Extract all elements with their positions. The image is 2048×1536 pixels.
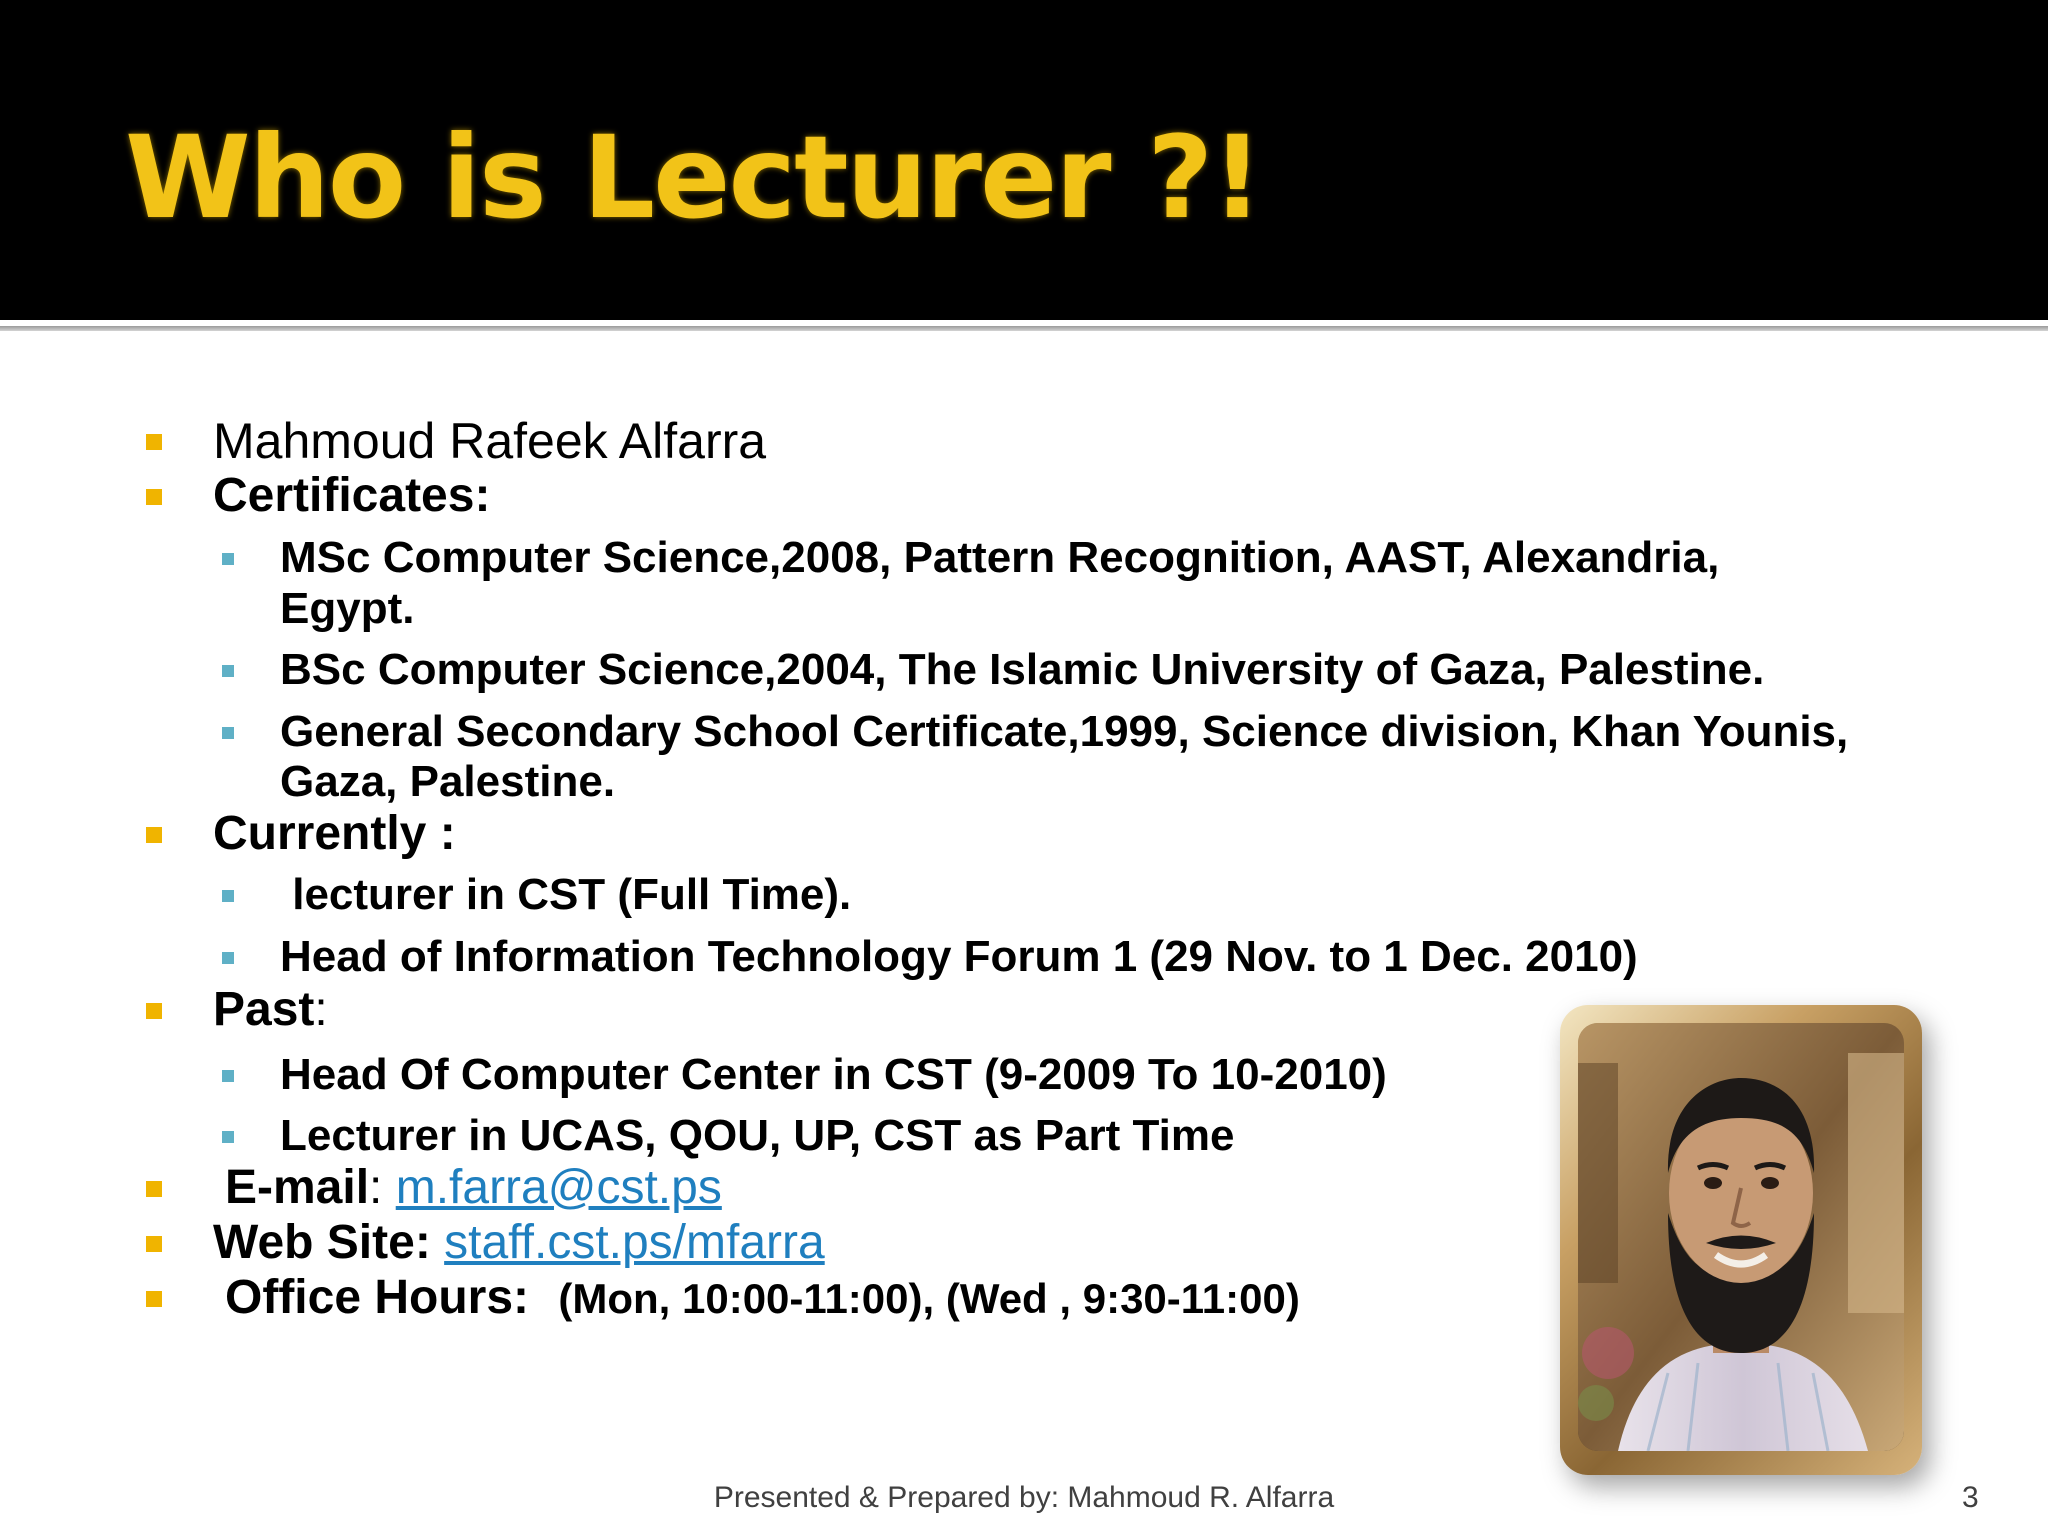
email-line xyxy=(225,1160,722,1216)
email-link[interactable]: m.farra@cst.ps xyxy=(395,1161,722,1214)
past-item-part-time: Lecturer in UCAS, QOU, UP, CST as Part Time xyxy=(280,1111,1235,1160)
sub-bullet-square-icon xyxy=(222,952,234,964)
bullet-square-icon xyxy=(146,1236,162,1252)
certificates-label: Certificates: xyxy=(213,469,491,522)
certificate-item-msc: MSc Computer Science,2008, Pattern Recognition, AAST, Alexandria, xyxy=(280,533,1720,582)
website-label: Web Site: xyxy=(213,1216,445,1269)
certificate-item-secondary: General Secondary School Certificate,1999, Science division, Khan Younis, xyxy=(280,707,1849,756)
email-label: E-mail xyxy=(225,1161,370,1214)
currently-item-forum: Head of Information Technology Forum 1 (29 Nov. to 1 Dec. 2010) xyxy=(280,932,1638,981)
certificate-item-bsc: BSc Computer Science,2004, The Islamic University of Gaza, Palestine. xyxy=(280,645,1765,694)
sub-bullet-square-icon xyxy=(222,1131,234,1143)
lecturer-photo-frame xyxy=(1560,1005,1922,1475)
website-line xyxy=(213,1215,825,1271)
sub-bullet-square-icon xyxy=(222,553,234,565)
lecturer-photo-icon xyxy=(1578,1023,1904,1451)
sub-bullet-square-icon xyxy=(222,1070,234,1082)
currently-item-lecturer: lecturer in CST (Full Time). xyxy=(280,870,852,919)
office-hours-label: Office Hours: xyxy=(225,1271,530,1324)
past-heading xyxy=(213,982,328,1038)
past-item-computer-center: Head Of Computer Center in CST (9-2009 To 10-2010) xyxy=(280,1050,1387,1099)
certificate-item-msc-cont: Egypt. xyxy=(280,584,415,633)
website-link[interactable]: staff.cst.ps/mfarra xyxy=(444,1216,825,1269)
currently-heading xyxy=(213,806,456,862)
page-number: 3 xyxy=(1962,1481,1979,1514)
email-colon: : xyxy=(369,1161,396,1214)
portrait-illustration xyxy=(1578,1023,1904,1451)
slide-title: Who is Lecturer ?! xyxy=(125,111,1262,244)
past-label: Past xyxy=(213,983,315,1036)
bullet-square-icon xyxy=(146,1003,162,1019)
sub-bullet-square-icon xyxy=(222,665,234,677)
footer-presenter: Presented & Prepared by: Mahmoud R. Alfarra xyxy=(713,1481,1335,1514)
bullet-square-icon xyxy=(146,489,162,505)
lecturer-name-text: Mahmoud Rafeek Alfarra xyxy=(213,413,767,469)
lecturer-name xyxy=(213,413,766,471)
bullet-square-icon xyxy=(146,1291,162,1307)
sub-bullet-square-icon xyxy=(222,890,234,902)
bullet-square-icon xyxy=(146,827,162,843)
sub-bullet-square-icon xyxy=(222,727,234,739)
certificates-heading xyxy=(213,468,490,524)
office-hours-value: (Mon, 10:00-11:00), (Wed , 9:30-11:00) xyxy=(558,1275,1300,1322)
certificate-item-secondary-cont: Gaza, Palestine. xyxy=(280,757,616,806)
office-hours-line xyxy=(225,1270,1300,1327)
bullet-square-icon xyxy=(146,1181,162,1197)
past-colon: : xyxy=(314,983,328,1036)
currently-label: Currently : xyxy=(213,807,456,860)
bullet-square-icon xyxy=(146,434,162,450)
